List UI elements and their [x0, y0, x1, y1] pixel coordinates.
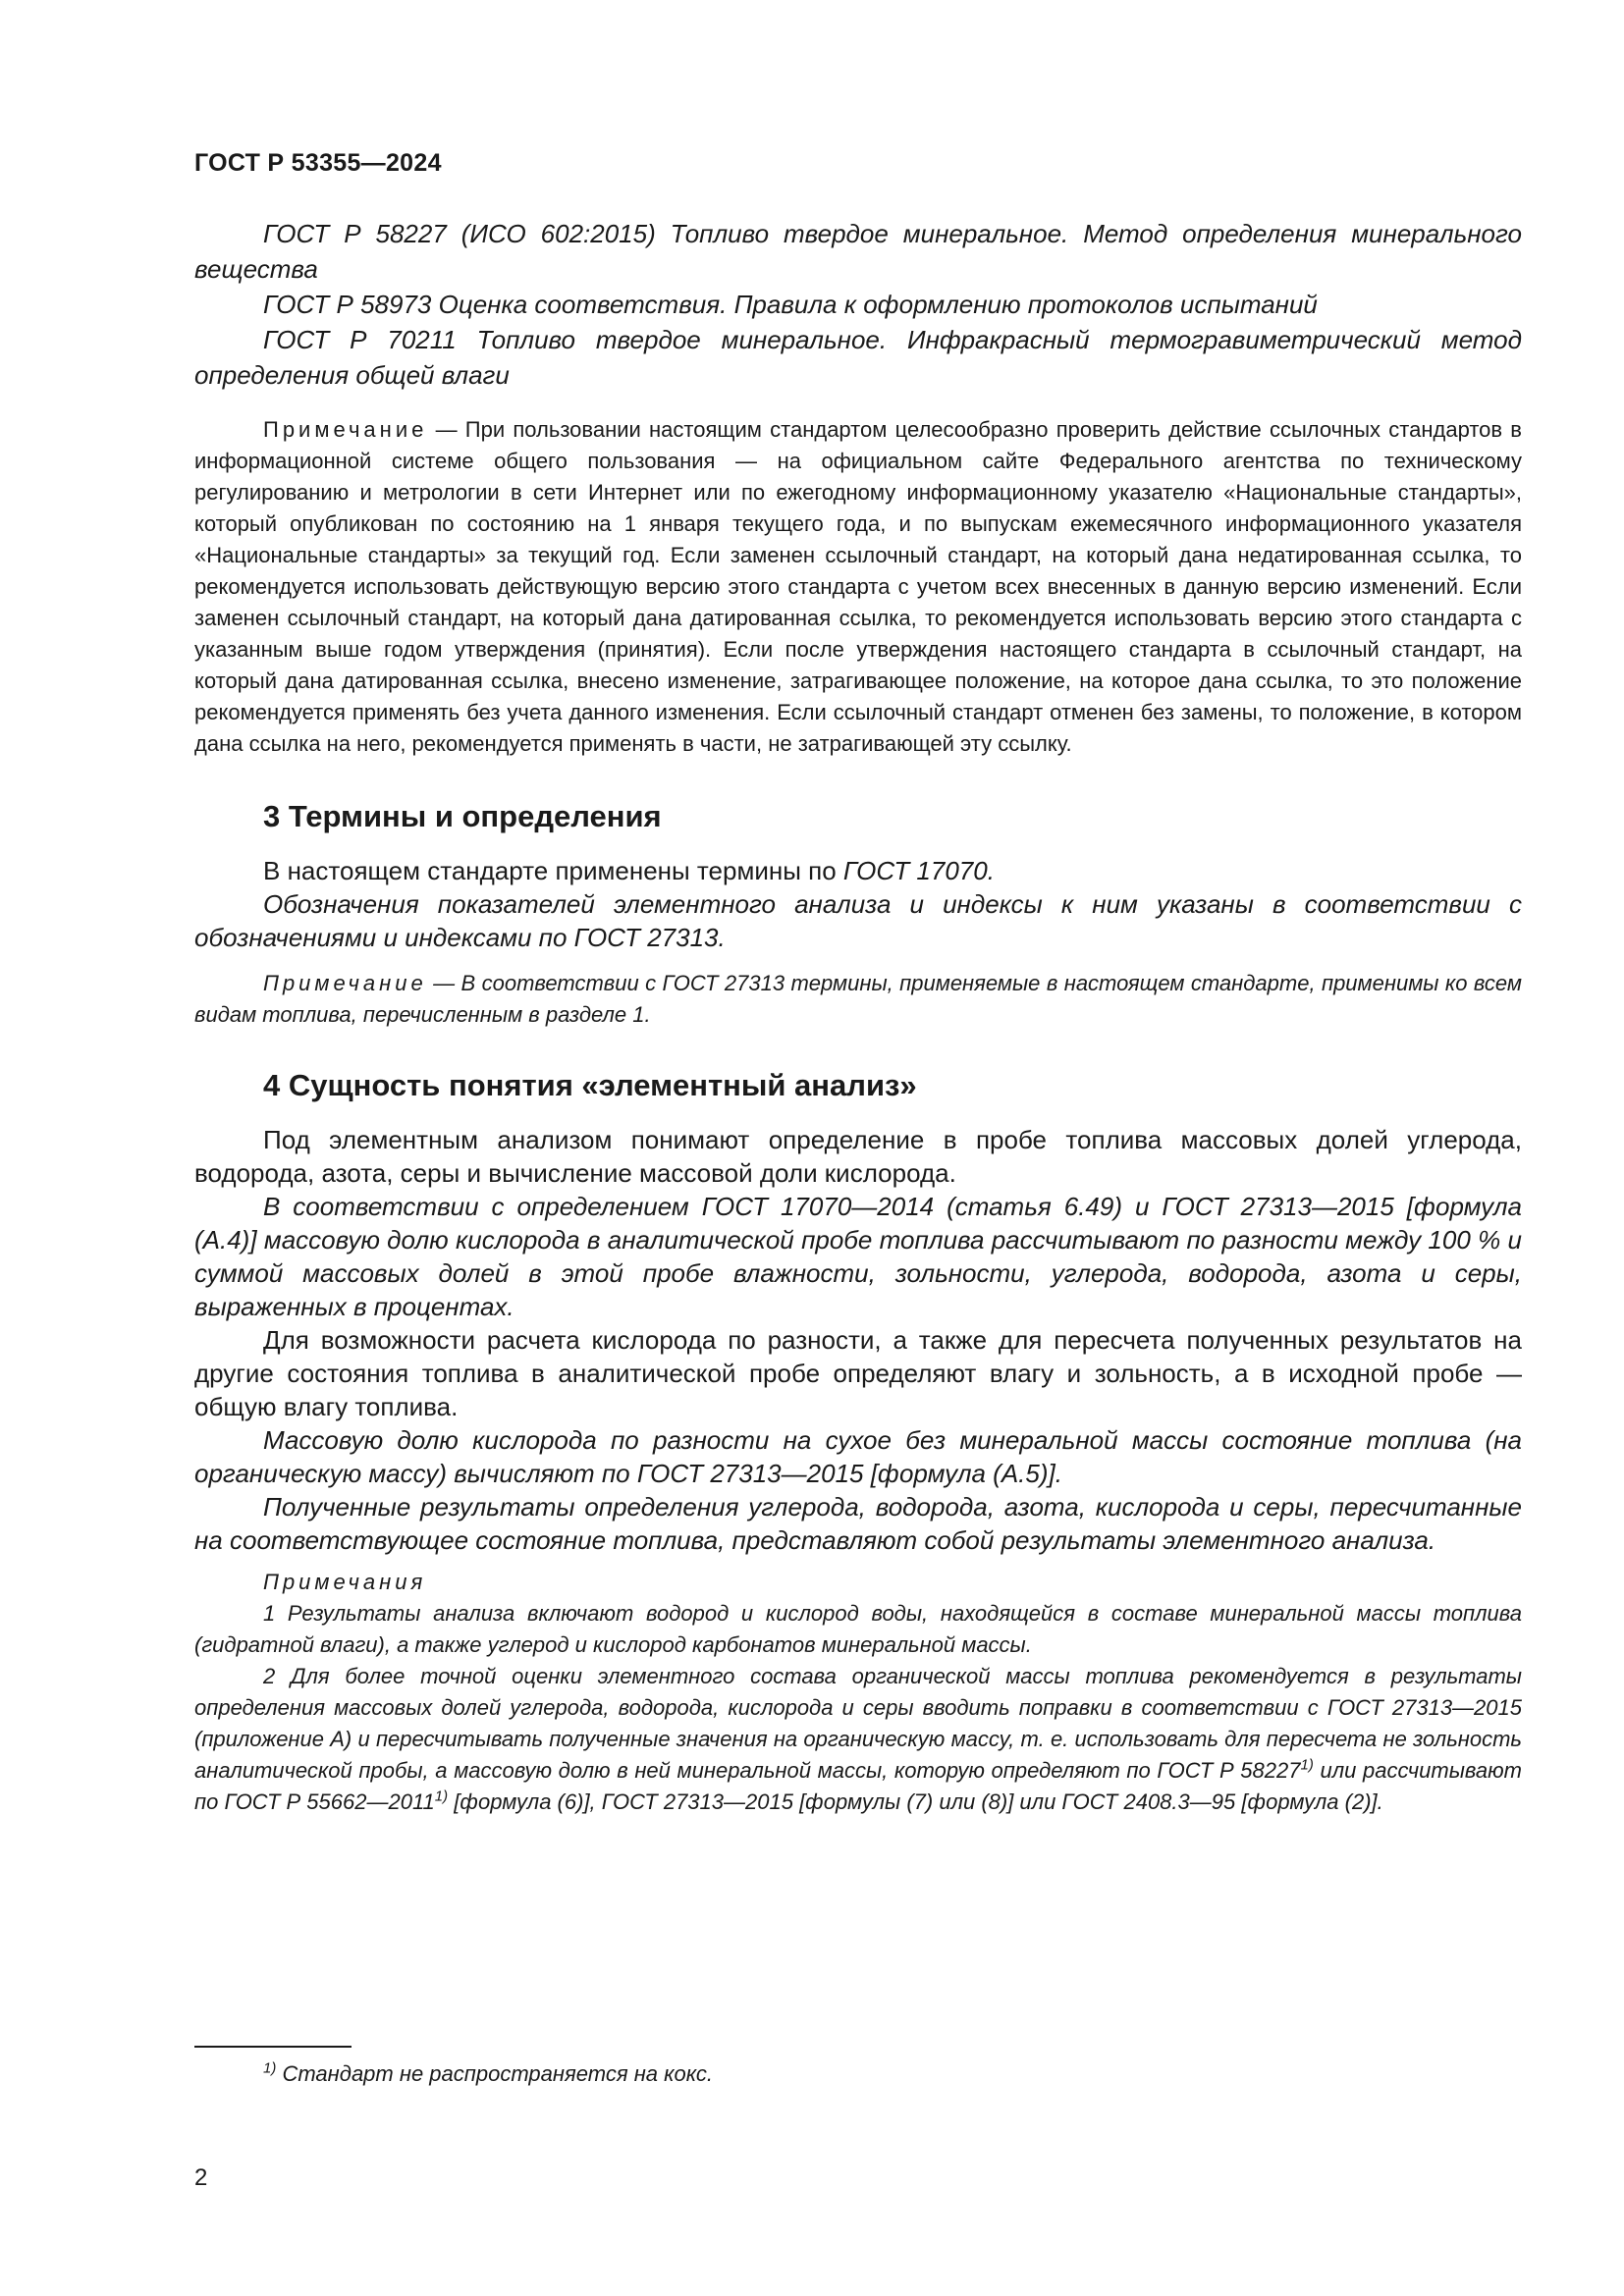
footnote-divider	[194, 2046, 352, 2048]
page-number: 2	[194, 2164, 208, 2191]
notes-heading	[194, 1567, 1522, 1598]
reference-item: ГОСТ Р 70211 Топливо твердое минеральное. Инфракрасный термогравиметрический метод определения общей влаги	[194, 325, 1522, 390]
section-4-paragraph: Массовую долю кислорода по разности на сухое без минеральной массы состояние топлива (на органическую массу) вычисляют по ГОСТ 27313—2015 [формула (А.5)].	[194, 1425, 1522, 1488]
section-4-note: 1 Результаты анализа включают водород и кислород воды, находящейся в составе минеральной массы топлива (гидратной влаги), а также углерод и кислород карбонатов минеральной массы.	[194, 1601, 1522, 1657]
section-3-note	[194, 968, 1522, 1031]
note-text: — В соответствии с ГОСТ 27313 термины, применяемые в настоящем стандарте, применимы ко всем видам топлива, перечисленным в разделе 1.	[194, 971, 1522, 1027]
notes-label: Примечания	[263, 1570, 427, 1594]
section-4-paragraph: Под элементным анализом понимают определение в пробе топлива массовых долей углерода, водорода, азота, серы и вычисление массовой доли кислорода.	[194, 1125, 1522, 1188]
footnote-marker: 1)	[1300, 1756, 1314, 1774]
footnote-marker: 1)	[434, 1788, 449, 1805]
section-3-paragraph: Обозначения показателей элементного анализа и индексы к ним указаны в соответствии с обозначениями и индексами по ГОСТ 27313.	[194, 889, 1522, 952]
page-content	[194, 216, 1522, 1818]
reference-item: ГОСТ Р 58227 (ИСО 602:2015) Топливо твердое минеральное. Метод определения минерального вещества	[194, 219, 1522, 284]
references-note	[194, 414, 1522, 760]
footnote	[263, 2061, 713, 2087]
footnote-marker: 1)	[263, 2059, 277, 2077]
note-text: — При пользовании настоящим стандартом целесообразно проверить действие ссылочных стандартов в информационной системе общего пользования — на официальном сайте Федерального агентства по техническому регулированию и метрологии в сети Интернет или по ежегодному информационному указателю «Национальные стандарты», который опубликован по состоянию на 1 января текущего года, и по выпускам ежемесячного информационного указателя «Национальные стандарты» за текущий год. Если заменен ссылочный стандарт, на который дана недатированная ссылка, то рекомендуется использовать действующую версию этого стандарта с учетом всех внесенных в данную версию изменений. Если заменен ссылочный стандарт, на который дана датированная ссылка, то рекомендуется использовать версию этого стандарта с указанным выше годом утверждения (принятия). Если после утверждения настоящего стандарта в ссылочный стандарт, на который дана датированная ссылка, внесено изменение, затрагивающее положение, на которое дана ссылка, то это положение рекомендуется применять без учета данного изменения. Если ссылочный стандарт отменен без замены, то положение, в котором дана ссылка на него, рекомендуется применять в части, не затрагивающей эту ссылку.	[194, 417, 1522, 756]
note-text: или рассчитывают по ГОСТ Р 55662—2011	[194, 1758, 1522, 1814]
note-text: [формула (6)], ГОСТ 27313—2015 [формулы (7) или (8)] или ГОСТ 2408.3—95 [формула (2)].	[448, 1789, 1383, 1814]
paragraph-text: В настоящем стандарте применены термины по	[263, 856, 843, 885]
note-text: 2 Для более точной оценки элементного состава органической массы топлива рекомендуется в результаты определения массовых долей углерода, водорода, кислорода и серы вводить поправки в соответствии с ГОСТ 27313—2015 (приложение А) и пересчитывать полученные значения на органическую массу, т. е. использовать для пересчета не зольность аналитической пробы, а массовую долю в ней минеральной массы, которую определяют по ГОСТ Р 58227	[194, 1664, 1522, 1783]
section-4-paragraph: Для возможности расчета кислорода по разности, а также для пересчета полученных результатов на другие состояния топлива в аналитической пробе определяют влагу и зольность, а в исходной пробе — общую влагу топлива.	[194, 1325, 1522, 1421]
section-4-paragraph: Полученные результаты определения углерода, водорода, азота, кислорода и серы, пересчитанные на соответствующее состояние топлива, представляют собой результаты элементного анализа.	[194, 1492, 1522, 1555]
footnote-text: Стандарт не распространяется на кокс.	[282, 2061, 714, 2086]
section-4-note	[194, 1661, 1522, 1818]
reference-item: ГОСТ Р 58973 Оценка соответствия. Правила к оформлению протоколов испытаний	[263, 290, 1318, 319]
section-3-paragraph	[194, 854, 1522, 887]
section-4-title: 4 Сущность понятия «элементный анализ»	[263, 1068, 917, 1102]
reference-link-text: ГОСТ 17070.	[842, 856, 995, 885]
section-4-paragraph: В соответствии с определением ГОСТ 17070—2014 (статья 6.49) и ГОСТ 27313—2015 [формула (А.4)] массовую долю кислорода в аналитической пробе топлива рассчитывают по разности между 100 % и суммой массовых долей в этой пробе влажности, зольности, углерода, водорода, азота и серы, выраженных в процентах.	[194, 1192, 1522, 1321]
section-3-title: 3 Термины и определения	[263, 799, 662, 833]
note-label: Примечание	[263, 971, 427, 995]
note-label: Примечание	[263, 417, 428, 442]
document-header: ГОСТ Р 53355—2024	[194, 149, 442, 177]
